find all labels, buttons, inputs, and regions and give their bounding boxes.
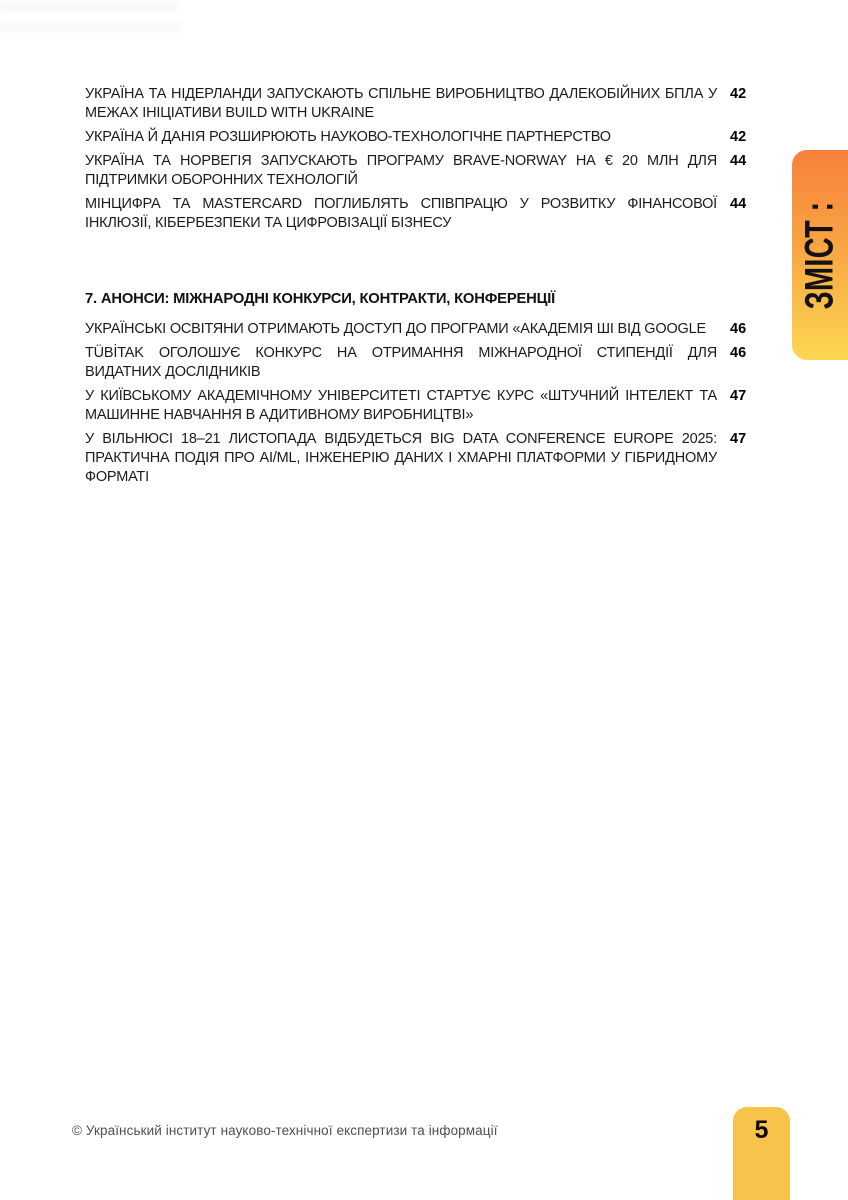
toc-entry-title: МІНЦИФРА ТА MASTERCARD ПОГЛИБЛЯТЬ СПІВПРАЦЮ У РОЗВИТКУ ФІНАНСОВОЇ ІНКЛЮЗІЇ, КІБЕРБЕЗПЕКИ ТА ЦИФРОВІЗАЦІЇ БІЗНЕСУ	[85, 196, 717, 231]
toc-entry-page: 46	[730, 321, 747, 337]
toc-entry-title: УКРАЇНА ТА НОРВЕГІЯ ЗАПУСКАЮТЬ ПРОГРАМУ BRAVE-NORWAY НА € 20 МЛН ДЛЯ ПІДТРИМКИ ОБОРОННИХ ТЕХНОЛОГІЙ	[85, 153, 717, 188]
footer-copyright: © Український інститут науково-технічної експертизи та інформації	[72, 1123, 498, 1138]
toc-entry-page: 46	[730, 345, 747, 361]
toc-entry-title: УКРАЇНА Й ДАНІЯ РОЗШИРЮЮТЬ НАУКОВО-ТЕХНОЛОГІЧНЕ ПАРТНЕРСТВО	[85, 129, 611, 145]
toc-entry-page: 47	[730, 431, 747, 447]
toc-entry-page: 42	[730, 129, 747, 145]
toc-entry[interactable]	[85, 152, 757, 190]
toc-entry-title: TÜBİTAK ОГОЛОШУЄ КОНКУРС НА ОТРИМАННЯ МІЖНАРОДНОЇ СТИПЕНДІЇ ДЛЯ ВИДАТНИХ ДОСЛІДНИКІВ	[85, 345, 717, 380]
toc-entry-title: УКРАЇНСЬКІ ОСВІТЯНИ ОТРИМАЮТЬ ДОСТУП ДО ПРОГРАМИ «АКАДЕМІЯ ШІ ВІД GOOGLE	[85, 321, 706, 337]
bleed-line	[0, 2, 178, 11]
toc-entry-page: 44	[730, 196, 747, 212]
toc-entry[interactable]	[85, 387, 757, 425]
toc-entry[interactable]	[85, 320, 757, 339]
toc-entry-title: УКРАЇНА ТА НІДЕРЛАНДИ ЗАПУСКАЮТЬ СПІЛЬНЕ ВИРОБНИЦТВО ДАЛЕКОБІЙНИХ БПЛА У МЕЖАХ ІНІЦІАТИВИ BUILD WITH UKRAINE	[85, 86, 717, 121]
toc-entry-title: У КИЇВСЬКОМУ АКАДЕМІЧНОМУ УНІВЕРСИТЕТІ СТАРТУЄ КУРС «ШТУЧНИЙ ІНТЕЛЕКТ ТА МАШИННЕ НАВЧАННЯ В АДИТИВНОМУ ВИРОБНИЦТВІ»	[85, 388, 717, 423]
toc-entry[interactable]	[85, 430, 757, 487]
toc-entry[interactable]	[85, 195, 757, 233]
toc-entry[interactable]	[85, 128, 757, 147]
toc-entry[interactable]	[85, 344, 757, 382]
contents-tab-label: ЗМІСТ :	[797, 201, 842, 309]
toc-section-heading: 7. АНОНСИ: МІЖНАРОДНІ КОНКУРСИ, КОНТРАКТИ, КОНФЕРЕНЦІЇ	[85, 291, 556, 307]
toc-entry-title: У ВІЛЬНЮСІ 18–21 ЛИСТОПАДА ВІДБУДЕТЬСЯ BIG DATA CONFERENCE EUROPE 2025: ПРАКТИЧНА ПОДІЯ ПРО AI/ML, ІНЖЕНЕРІЮ ДАНИХ І ХМАРНІ ПЛАТФОРМИ У ГІБРИДНОМУ ФОРМАТІ	[85, 431, 717, 485]
print-bleed-artifact	[0, 2, 182, 32]
page-number: 5	[754, 1116, 769, 1144]
toc-entry-page: 42	[730, 86, 747, 102]
toc-entry-page: 44	[730, 153, 747, 169]
contents-tab[interactable]	[792, 150, 848, 360]
page-number-box	[733, 1107, 790, 1200]
toc-entry-page: 47	[730, 388, 747, 404]
toc-list	[85, 85, 757, 492]
toc-entry[interactable]	[85, 85, 757, 123]
bleed-line	[0, 22, 182, 32]
